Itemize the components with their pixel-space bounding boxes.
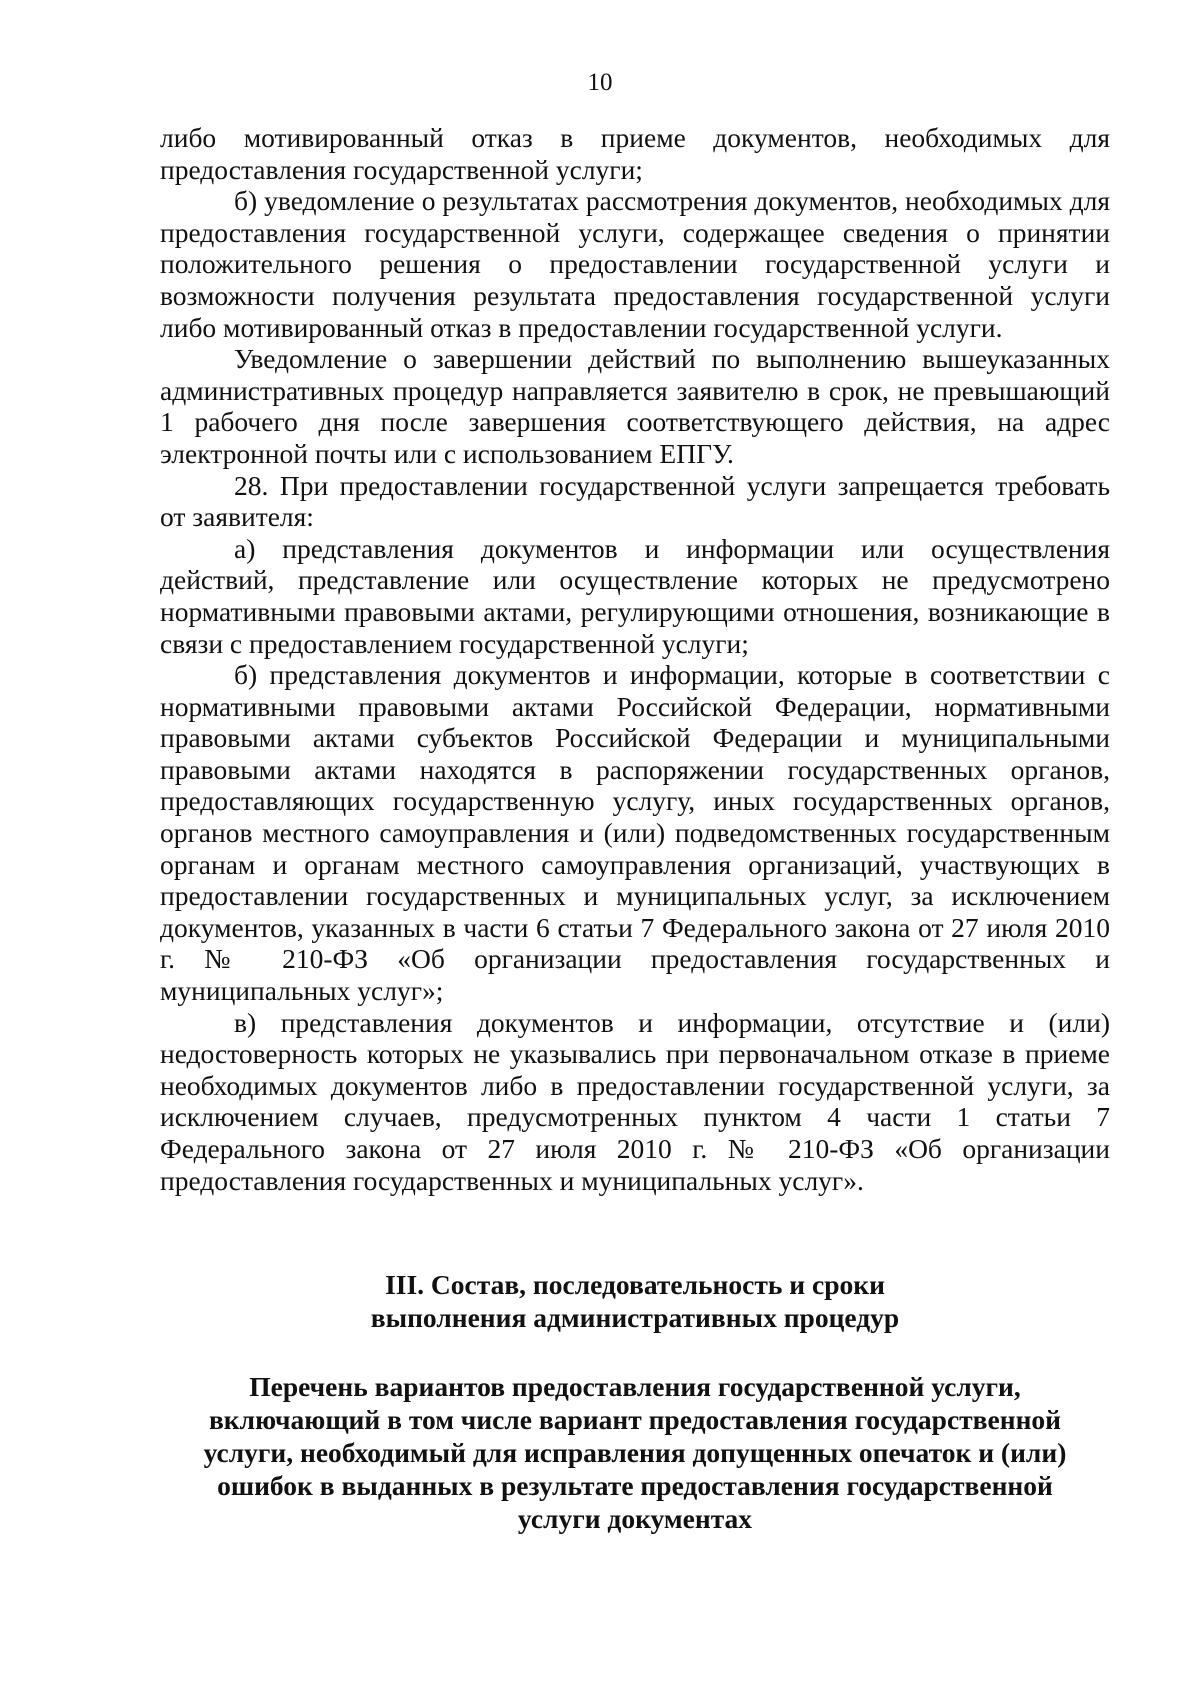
paragraph-item-b-notification: б) уведомление о результатах рассмотрения документов, необходимых для предоставления государственной услуги, содержащее сведения о принятии положительного решения о предоставлении государственной услуги и возможности получения результата предоставления государственной услуги либо мотивированный отказ в предоставлении государственной услуги. [160, 185, 1110, 343]
subheading-line: услуги документах [517, 1503, 753, 1534]
section-heading [160, 1268, 1110, 1334]
subheading-line: включающий в том числе вариант предоставления государственной [208, 1404, 1062, 1435]
subheading [160, 1370, 1110, 1535]
page-number: 10 [587, 69, 613, 96]
paragraph-28-b: б) представления документов и информации, которые в соответствии с нормативными правовыми актами Российской Федерации, нормативными правовыми актами субъектов Российской Федерации и муниципальными правовыми актами находятся в распоряжении государственных органов, предоставляющих государственную услугу, иных государственных органов, органов местного самоуправления и (или) подведомственных государственным органам и органам местного самоуправления организаций, участвующих в предоставлении государственных и муниципальных услуг, за исключением документов, указанных в части 6 статьи 7 Федерального закона от 27 июля 2010 г. № 210-ФЗ «Об организации предоставления государственных и муниципальных услуг»; [160, 659, 1110, 1007]
section-heading-line: выполнения административных процедур [370, 1302, 900, 1333]
paragraph-28-v: в) представления документов и информации, отсутствие и (или) недостоверность которых не указывались при первоначальном отказе в приеме необходимых документов либо в предоставлении государственной услуги, за исключением случаев, предусмотренных пунктом 4 части 1 статьи 7 Федерального закона от 27 июля 2010 г. № 210-ФЗ «Об организации предоставления государственных и муниципальных услуг». [160, 1006, 1110, 1196]
subheading-line: услуги, необходимый для исправления допущенных опечаток и (или) [203, 1437, 1067, 1468]
body-text [160, 122, 1110, 1196]
paragraph-28: 28. При предоставлении государственной услуги запрещается требовать от заявителя: [160, 469, 1110, 533]
subheading-line: ошибок в выданных в результате предоставления государственной [217, 1470, 1053, 1501]
paragraph-continuation: либо мотивированный отказ в приеме документов, необходимых для предоставления государственной услуги; [160, 122, 1110, 185]
paragraph-completion-notice: Уведомление о завершении действий по выполнению вышеуказанных административных процедур направляется заявителю в срок, не превышающий 1 рабочего дня после завершения соответствующего действия, на адрес электронной почты или с использованием ЕПГУ. [160, 343, 1110, 469]
subheading-line: Перечень вариантов предоставления государственной услуги, [249, 1371, 1021, 1402]
paragraph-28-a: а) представления документов и информации или осуществления действий, представление или осуществление которых не предусмотрено нормативными правовыми актами, регулирующими отношения, возникающие в связи с предоставлением государственной услуги; [160, 532, 1110, 659]
section-heading-line: III. Состав, последовательность и сроки [385, 1269, 885, 1300]
